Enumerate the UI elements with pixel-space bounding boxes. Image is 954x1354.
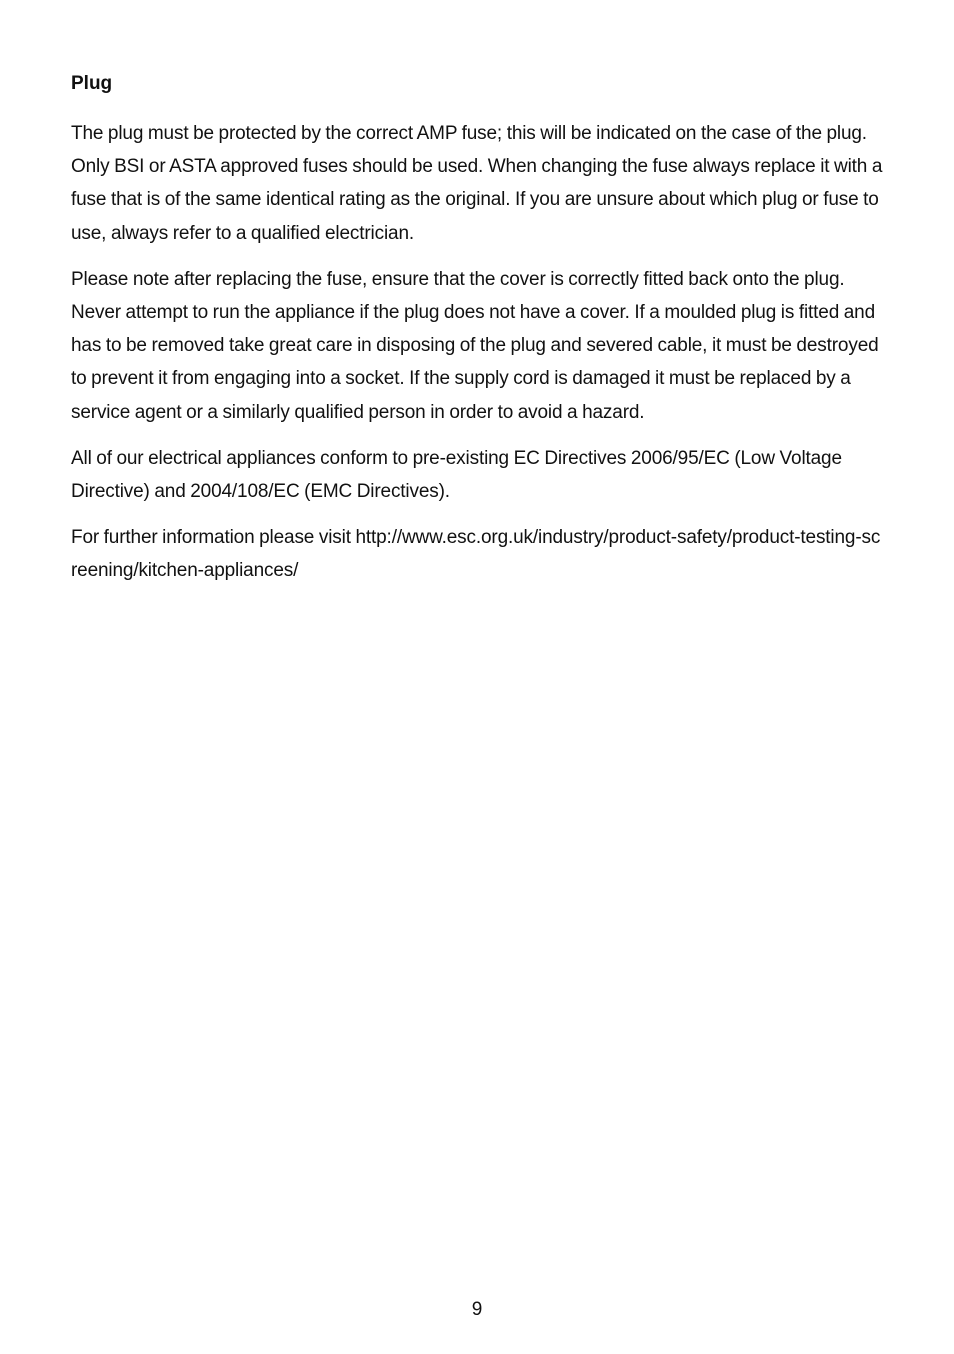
section-heading: Plug xyxy=(71,73,113,94)
paragraph-ec-directives: All of our electrical appliances conform to pre-existing EC Directives 2006/95/EC (Low Voltage Directive) and 2004/108/EC (EMC Directives). xyxy=(71,447,842,503)
document-page xyxy=(71,70,883,601)
info-url-link[interactable]: http://www.esc.org.uk/industry/product-safety/product-testing-screening/kitchen-appliances/ xyxy=(71,527,881,582)
info-prefix: For further information please visit xyxy=(71,527,356,549)
paragraph-plug-cover: Please note after replacing the fuse, ensure that the cover is correctly fitted back onto the plug. Never attempt to run the appliance if the plug does not have a cover. If a moulded plug is fitted and has to be removed take great care in disposing of the plug and severed cable, it must be destroyed to prevent it from engaging into a socket. If the supply cord is damaged it must be replaced by a service agent or a similarly qualified person in order to avoid a hazard. xyxy=(71,268,879,423)
paragraph-further-information xyxy=(71,521,883,587)
page-number: 9 xyxy=(471,1299,483,1320)
paragraph-fuse-protection: The plug must be protected by the correct AMP fuse; this will be indicated on the case of the plug. Only BSI or ASTA approved fuses should be used. When changing the fuse always replace it with a fuse that is of the same identical rating as the original. If you are unsure about which plug or fuse to use, always refer to a qualified electrician. xyxy=(71,123,883,244)
